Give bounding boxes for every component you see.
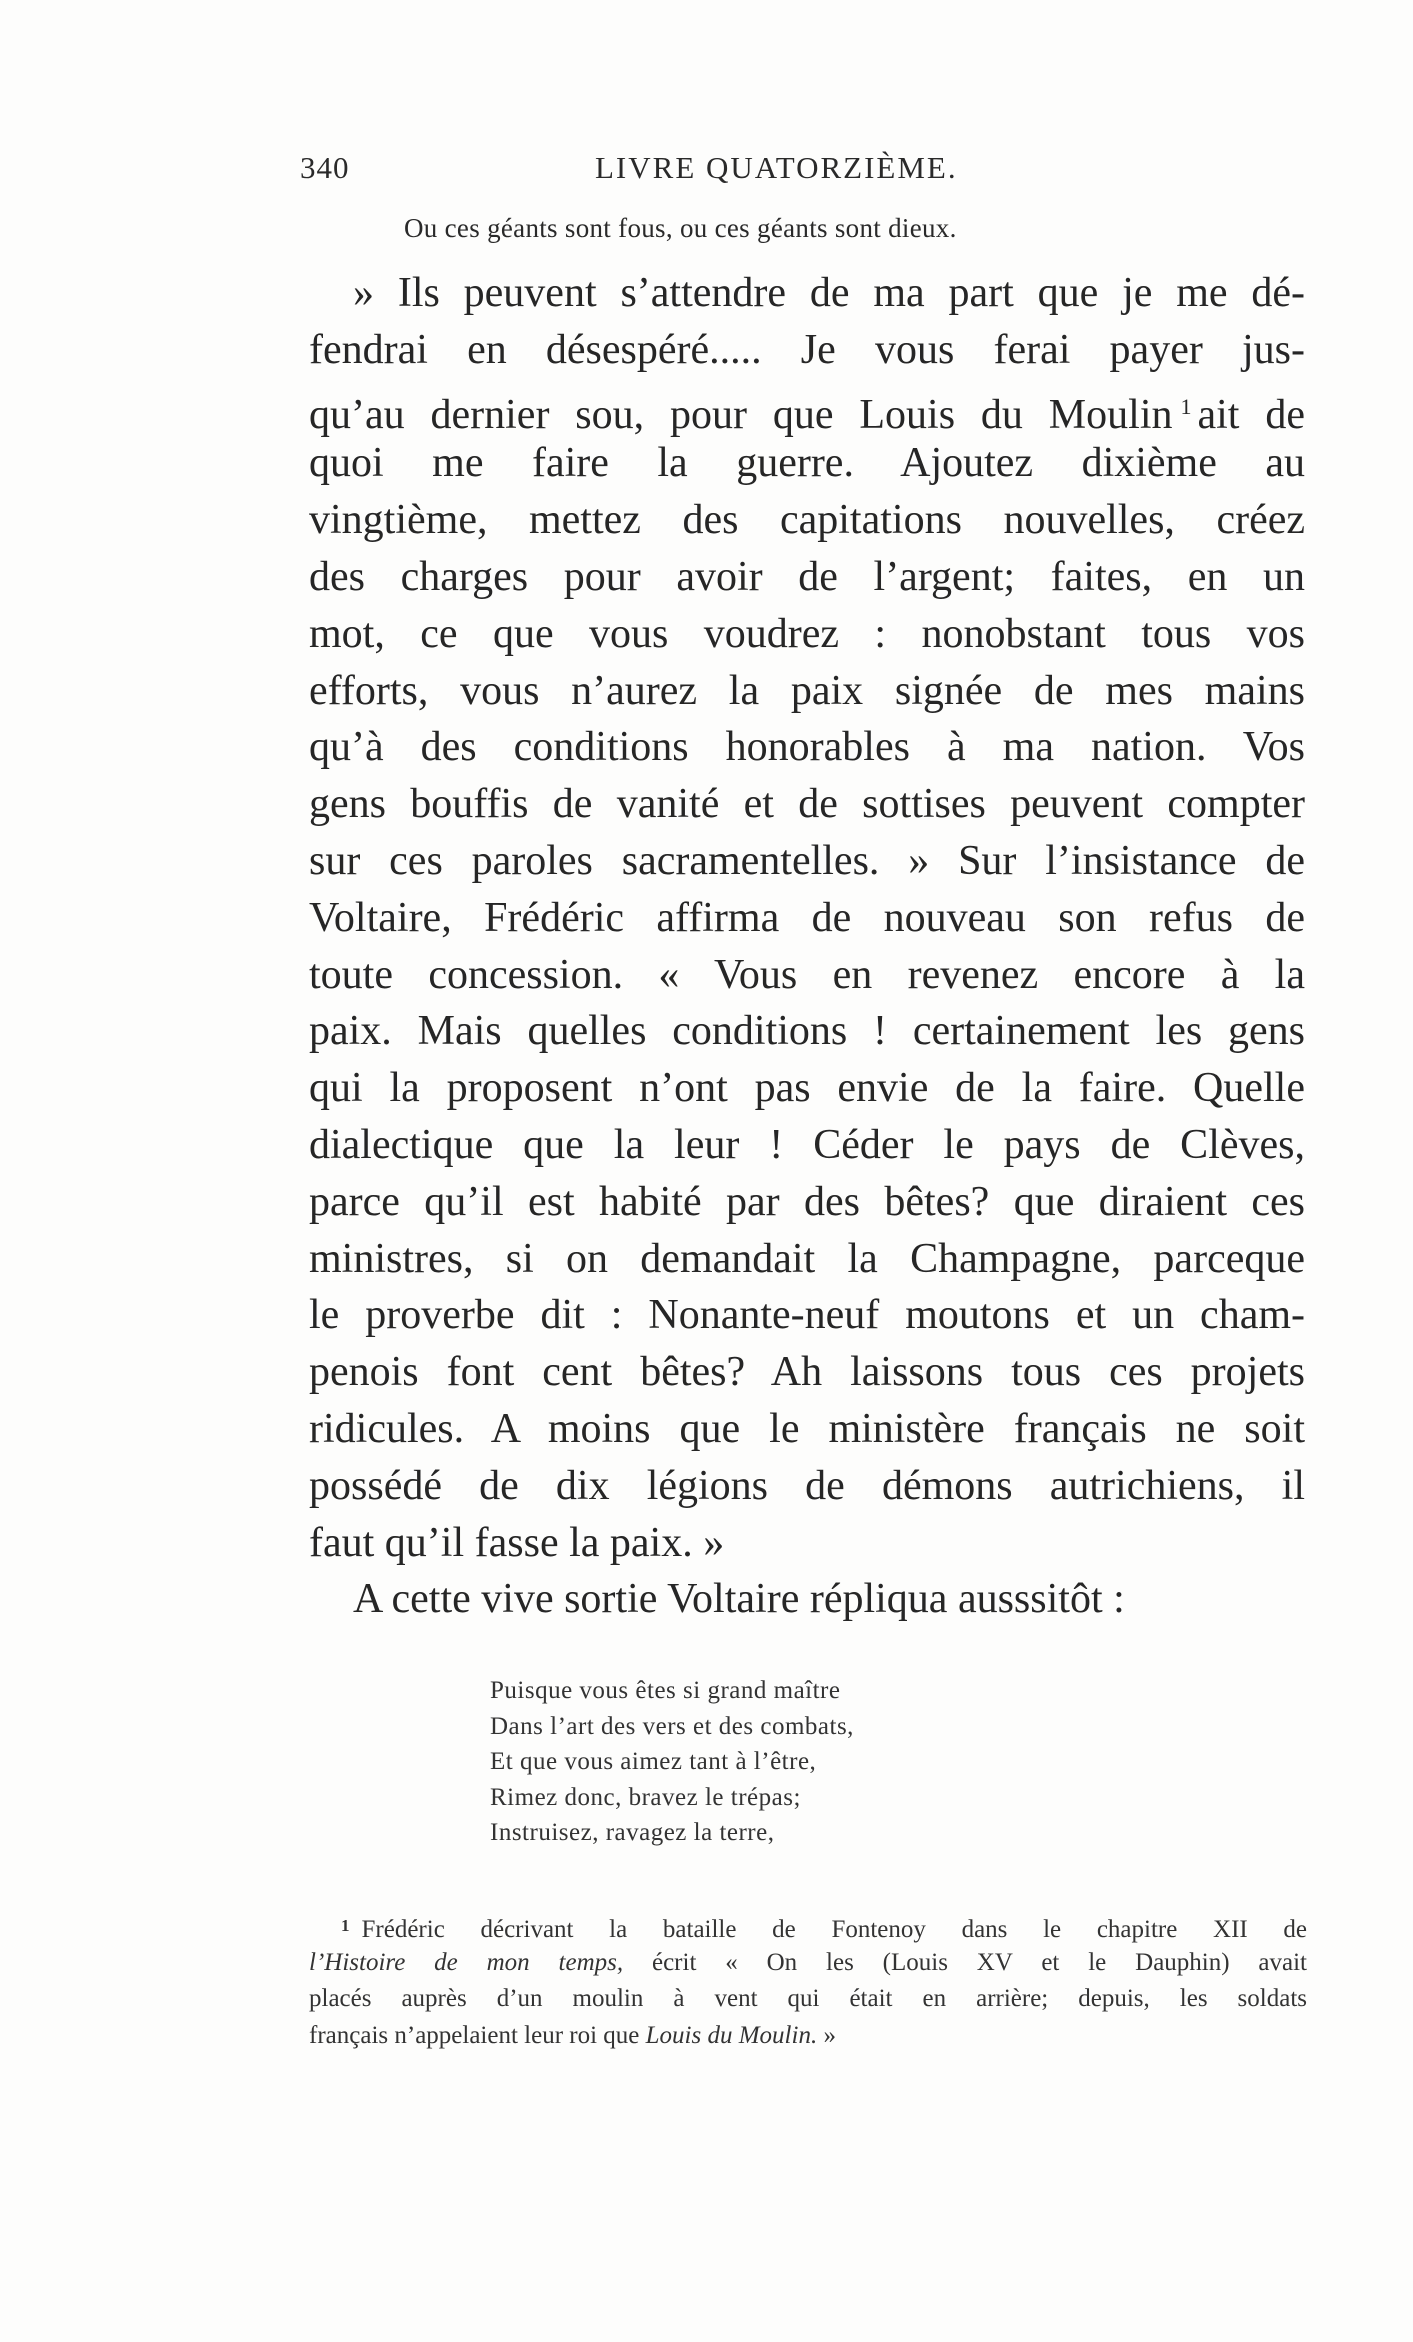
body-line: possédé de dix légions de démons autrichiens, il bbox=[309, 1462, 1305, 1509]
body-line: fendrai en désespéré..... Je vous ferai payer jus- bbox=[309, 326, 1305, 373]
footnote-nickname: Louis du Moulin. bbox=[645, 2021, 818, 2049]
footnote-line: placés auprès d’un moulin à vent qui était en arrière; depuis, les soldats bbox=[309, 1985, 1307, 2012]
footnote bbox=[309, 1908, 1307, 2054]
body-text bbox=[309, 265, 1305, 1628]
body-line: mot, ce que vous voudrez : nonobstant tous vos bbox=[309, 610, 1305, 657]
body-line-text: qu’au dernier sou, pour que Louis du Moulin bbox=[309, 391, 1173, 438]
footnote-text: écrit « On les (Louis XV et le Dauphin) avait bbox=[651, 1948, 1308, 1976]
footnote-line bbox=[309, 1945, 1307, 1982]
body-line: toute concession. « Vous en revenez encore à la bbox=[309, 951, 1305, 998]
verse-line-top: Ou ces géants sont fous, ou ces géants sont dieux. bbox=[404, 213, 957, 243]
body-line: A cette vive sortie Voltaire répliqua ausssitôt : bbox=[353, 1576, 1125, 1623]
body-line: gens bouffis de vanité et de sottises peuvent compter bbox=[309, 781, 1305, 828]
body-line: sur ces paroles sacramentelles. » Sur l’insistance de bbox=[309, 837, 1305, 884]
verse-line: Instruisez, ravagez la terre, bbox=[490, 1819, 775, 1846]
page-number: 340 bbox=[300, 150, 350, 185]
body-line: parce qu’il est habité par des bêtes? que diraient ces bbox=[309, 1178, 1305, 1225]
body-line: dialectique que la leur ! Céder le pays de Clèves, bbox=[309, 1121, 1305, 1168]
page-header bbox=[300, 150, 990, 190]
footnote-text: Frédéric décrivant la bataille de Fontenoy dans le chapitre XII de bbox=[361, 1916, 1307, 1943]
body-line: ridicules. A moins que le ministère français ne soit bbox=[309, 1405, 1305, 1452]
verse-line: Rimez donc, bravez le trépas; bbox=[490, 1783, 801, 1811]
body-line: quoi me faire la guerre. Ajoutez dixième au bbox=[309, 440, 1305, 487]
footnote-text: » bbox=[823, 2021, 836, 2049]
verse-line: Dans l’art des vers et des combats, bbox=[490, 1712, 854, 1740]
body-line: penois font cent bêtes? Ah laissons tous ces projets bbox=[309, 1349, 1305, 1396]
body-line: faut qu’il fasse la paix. » bbox=[309, 1519, 725, 1566]
body-line: ministres, si on demandait la Champagne, parceque bbox=[309, 1235, 1305, 1282]
body-line: » Ils peuvent s’attendre de ma part que je me dé- bbox=[353, 270, 1305, 316]
body-line: paix. Mais quelles conditions ! certainement les gens bbox=[309, 1008, 1305, 1055]
footnote-mark: 1 bbox=[341, 1916, 350, 1935]
body-line: qui la proposent n’ont pas envie de la faire. Quelle bbox=[309, 1065, 1305, 1112]
body-line: qu’à des conditions honorables à ma nation. Vos bbox=[309, 724, 1305, 771]
footnote-book-title: l’Histoire de mon temps, bbox=[309, 1948, 624, 1976]
body-line: Voltaire, Frédéric affirma de nouveau son refus de bbox=[309, 894, 1305, 941]
body-line-with-footnote bbox=[309, 379, 1305, 436]
verse-line: Et que vous aimez tant à l’être, bbox=[490, 1748, 817, 1775]
body-line-tail: ait de bbox=[1197, 391, 1305, 438]
body-line: vingtième, mettez des capitations nouvelles, créez bbox=[309, 497, 1305, 544]
body-line: efforts, vous n’aurez la paix signée de mes mains bbox=[309, 667, 1305, 714]
body-line: des charges pour avoir de l’argent; faites, en un bbox=[309, 553, 1305, 600]
body-line: le proverbe dit : Nonante-neuf moutons et un cham- bbox=[309, 1292, 1305, 1339]
verse-block bbox=[490, 1673, 854, 1851]
footnote-line bbox=[309, 2018, 1307, 2055]
footnote-line bbox=[309, 1908, 1307, 1945]
footnote-text: français n’appelaient leur roi que bbox=[309, 2021, 640, 2049]
verse-line: Puisque vous êtes si grand maître bbox=[490, 1677, 841, 1704]
footnote-reference[interactable]: 1 bbox=[1180, 393, 1192, 419]
running-title: LIVRE QUATORZIÈME. bbox=[595, 150, 958, 185]
